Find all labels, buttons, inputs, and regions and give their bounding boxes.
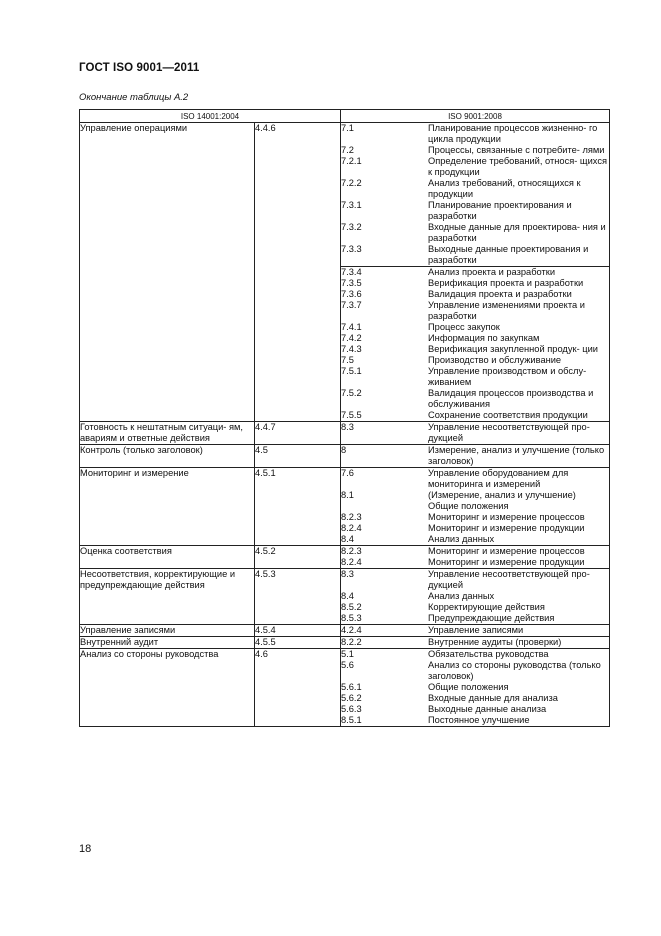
iso9001-clause-title: (Измерение, анализ и улучшение) Общие положения xyxy=(428,490,576,511)
iso9001-clause-entry xyxy=(341,366,609,388)
iso14001-clause-number: 4.6 xyxy=(255,649,341,727)
iso9001-clause-number: 7.2.1 xyxy=(341,156,362,166)
iso9001-clause-title: Планирование процессов жизненно- го цикла продукции xyxy=(428,123,598,144)
iso9001-clause-number: 8.1 xyxy=(341,490,354,500)
iso9001-clause-entry xyxy=(341,602,609,613)
iso9001-clause-entry xyxy=(341,546,609,557)
iso9001-clause-number: 7.4.2 xyxy=(341,333,362,343)
iso9001-clauses-cell xyxy=(341,649,610,727)
iso9001-clause-entry xyxy=(341,322,609,333)
iso9001-clause-number: 7.3.7 xyxy=(341,300,362,310)
iso9001-clause-title: Верификация проекта и разработки xyxy=(428,278,584,288)
iso9001-clause-entry xyxy=(341,569,609,591)
iso9001-clause-number: 7.3.3 xyxy=(341,244,362,254)
iso9001-clause-title: Постоянное улучшение xyxy=(428,715,530,725)
iso9001-clause-entry xyxy=(341,267,609,278)
table-row xyxy=(80,637,610,649)
iso9001-clause-entry xyxy=(341,693,609,704)
iso9001-clause-title: Корректирующие действия xyxy=(428,602,545,612)
iso9001-clause-entry xyxy=(341,445,609,467)
iso9001-clause-number: 7.5.1 xyxy=(341,366,362,376)
iso14001-requirement-name: Управление записями xyxy=(80,625,255,637)
iso9001-clause-entry xyxy=(341,523,609,534)
iso9001-clause-title: Производство и обслуживание xyxy=(428,355,562,365)
iso14001-requirement-name: Внутренний аудит xyxy=(80,637,255,649)
iso14001-clause-number: 4.4.7 xyxy=(255,422,341,445)
iso9001-clause-title: Процессы, связанные с потребите- лями xyxy=(428,145,605,155)
iso9001-clause-title: Мониторинг и измерение процессов xyxy=(428,546,585,556)
iso9001-clause-number: 8.5.3 xyxy=(341,613,362,623)
iso9001-clauses-cell xyxy=(341,546,610,569)
iso9001-clause-title: Управление изменениями проекта и разработки xyxy=(428,300,585,321)
iso9001-clause-number: 8.2.3 xyxy=(341,546,362,556)
iso9001-clause-entry xyxy=(341,468,609,490)
iso9001-clause-entry xyxy=(341,591,609,602)
iso9001-clause-number: 8.2.4 xyxy=(341,523,362,533)
iso9001-clause-title: Измерение, анализ и улучшение (только заголовок) xyxy=(428,445,605,466)
iso9001-clause-number: 7.3.4 xyxy=(341,267,362,277)
iso9001-clause-title: Процесс закупок xyxy=(428,322,500,332)
table-row xyxy=(80,546,610,569)
iso9001-clause-entry xyxy=(341,613,609,624)
iso9001-clause-number: 7.5 xyxy=(341,355,354,365)
document-title: ГОСТ ISO 9001—2011 xyxy=(79,62,200,74)
iso9001-clause-title: Определение требований, относя- щихся к продукции xyxy=(428,156,608,177)
iso9001-clause-entry xyxy=(341,649,609,660)
iso9001-clause-entry xyxy=(341,682,609,693)
iso9001-clause-title: Валидация проекта и разработки xyxy=(428,289,572,299)
table-row xyxy=(80,468,610,546)
table-row xyxy=(80,569,610,625)
iso9001-clause-number: 7.3.5 xyxy=(341,278,362,288)
iso9001-clause-number: 7.3.1 xyxy=(341,200,362,210)
iso9001-clauses-cell xyxy=(341,267,610,422)
iso9001-clause-number: 5.6.1 xyxy=(341,682,362,692)
iso9001-clause-entry xyxy=(341,333,609,344)
iso9001-clause-number: 5.6.3 xyxy=(341,704,362,714)
iso9001-clause-number: 8.2.4 xyxy=(341,557,362,567)
iso9001-clause-entry xyxy=(341,145,609,156)
iso9001-clause-title: Планирование проектирования и разработки xyxy=(428,200,572,221)
iso9001-clause-title: Управление несоответствующей про- дукцией xyxy=(428,569,590,590)
iso14001-clause-number: 4.5.1 xyxy=(255,468,341,546)
iso9001-clause-number: 7.3.6 xyxy=(341,289,362,299)
iso9001-clause-entry xyxy=(341,222,609,244)
iso9001-clause-entry xyxy=(341,278,609,289)
iso9001-clause-title: Информация по закупкам xyxy=(428,333,540,343)
iso9001-clause-title: Мониторинг и измерение процессов xyxy=(428,512,585,522)
iso9001-clause-entry xyxy=(341,704,609,715)
iso9001-clause-entry xyxy=(341,512,609,523)
iso9001-clause-entry xyxy=(341,625,609,636)
iso14001-requirement-name: Анализ со стороны руководства xyxy=(80,649,255,727)
iso9001-clause-title: Сохранение соответствия продукции xyxy=(428,410,588,420)
iso14001-requirement-name: Оценка соответствия xyxy=(80,546,255,569)
iso9001-clause-title: Анализ данных xyxy=(428,534,495,544)
iso9001-clause-entry xyxy=(341,123,609,145)
iso9001-clause-number: 7.2.2 xyxy=(341,178,362,188)
iso9001-clause-number: 4.2.4 xyxy=(341,625,362,635)
iso9001-clauses-cell xyxy=(341,625,610,637)
iso9001-clause-number: 7.5.2 xyxy=(341,388,362,398)
iso9001-clause-number: 7.2 xyxy=(341,145,354,155)
iso9001-clause-entry xyxy=(341,244,609,266)
iso9001-clauses-cell xyxy=(341,422,610,445)
iso9001-clauses-cell xyxy=(341,637,610,649)
iso14001-clause-number: 4.4.6 xyxy=(255,123,341,422)
iso9001-clause-number: 5.1 xyxy=(341,649,354,659)
iso9001-clause-number: 8.5.2 xyxy=(341,602,362,612)
iso9001-clause-entry xyxy=(341,557,609,568)
iso9001-clause-title: Выходные данные проектирования и разработки xyxy=(428,244,589,265)
iso9001-clause-title: Анализ проекта и разработки xyxy=(428,267,556,277)
iso9001-clauses-cell xyxy=(341,569,610,625)
column-header-iso14001: ISO 14001:2004 xyxy=(80,110,341,123)
iso9001-clause-title: Мониторинг и измерение продукции xyxy=(428,523,585,533)
iso9001-clause-number: 8.3 xyxy=(341,422,354,432)
table-caption: Окончание таблицы А.2 xyxy=(79,92,189,103)
iso9001-clause-entry xyxy=(341,344,609,355)
iso9001-clause-entry xyxy=(341,715,609,726)
iso14001-requirement-name: Контроль (только заголовок) xyxy=(80,445,255,468)
iso14001-requirement-name: Управление операциями xyxy=(80,123,255,422)
iso9001-clause-title: Верификация закупленной продук- ции xyxy=(428,344,598,354)
iso9001-clause-number: 8.4 xyxy=(341,591,354,601)
iso9001-clause-number: 5.6.2 xyxy=(341,693,362,703)
iso9001-clause-entry xyxy=(341,410,609,421)
iso9001-clause-title: Управление производством и обслу- живанием xyxy=(428,366,587,387)
iso9001-clause-number: 8.2.3 xyxy=(341,512,362,522)
correspondence-table xyxy=(79,109,610,727)
iso9001-clause-entry xyxy=(341,637,609,648)
iso9001-clause-entry xyxy=(341,388,609,410)
table-row xyxy=(80,649,610,727)
table-header-row xyxy=(80,110,610,123)
iso14001-clause-number: 4.5.2 xyxy=(255,546,341,569)
iso14001-clause-number: 4.5.4 xyxy=(255,625,341,637)
iso9001-clause-title: Внутренние аудиты (проверки) xyxy=(428,637,562,647)
iso9001-clause-number: 7.4.1 xyxy=(341,322,362,332)
iso9001-clause-entry xyxy=(341,289,609,300)
iso9001-clause-number: 7.1 xyxy=(341,123,354,133)
iso9001-clause-number: 8 xyxy=(341,445,347,455)
iso9001-clause-entry xyxy=(341,422,609,444)
iso9001-clause-entry xyxy=(341,490,609,512)
iso9001-clause-entry xyxy=(341,300,609,322)
iso9001-clause-title: Анализ со стороны руководства (только заголовок) xyxy=(428,660,601,681)
iso9001-clauses-cell xyxy=(341,468,610,546)
iso9001-clause-entry xyxy=(341,660,609,682)
iso9001-clause-title: Предупреждающие действия xyxy=(428,613,555,623)
page-number: 18 xyxy=(79,843,92,855)
iso9001-clause-number: 7.4.3 xyxy=(341,344,362,354)
iso9001-clause-number: 8.5.1 xyxy=(341,715,362,725)
iso9001-clause-title: Входные данные для проектирова- ния и разработки xyxy=(428,222,606,243)
iso9001-clause-title: Валидация процессов производства и обслуживания xyxy=(428,388,594,409)
iso9001-clause-title: Управление несоответствующей про- дукцией xyxy=(428,422,590,443)
iso9001-clause-entry xyxy=(341,156,609,178)
iso14001-requirement-name: Несоответствия, корректирующие и предупреждающие действия xyxy=(80,569,255,625)
iso14001-requirement-name: Готовность к нештатным ситуаци- ям, авариям и ответные действия xyxy=(80,422,255,445)
iso9001-clause-entry xyxy=(341,178,609,200)
iso14001-clause-number: 4.5.5 xyxy=(255,637,341,649)
iso14001-requirement-name: Мониторинг и измерение xyxy=(80,468,255,546)
iso9001-clause-number: 8.4 xyxy=(341,534,354,544)
iso9001-clause-title: Входные данные для анализа xyxy=(428,693,558,703)
iso9001-clause-number: 8.3 xyxy=(341,569,354,579)
column-header-iso9001: ISO 9001:2008 xyxy=(341,110,610,123)
iso14001-clause-number: 4.5.3 xyxy=(255,569,341,625)
iso9001-clause-entry xyxy=(341,355,609,366)
iso9001-clause-number: 8.2.2 xyxy=(341,637,362,647)
table-row xyxy=(80,422,610,445)
iso9001-clauses-cell xyxy=(341,445,610,468)
iso9001-clause-title: Обязательства руководства xyxy=(428,649,549,659)
iso9001-clause-title: Управление оборудованием для мониторинга и измерений xyxy=(428,468,569,489)
table-row xyxy=(80,625,610,637)
table-row xyxy=(80,445,610,468)
iso14001-clause-number: 4.5 xyxy=(255,445,341,468)
table-row xyxy=(80,123,610,267)
iso9001-clause-title: Выходные данные анализа xyxy=(428,704,547,714)
iso9001-clause-number: 7.3.2 xyxy=(341,222,362,232)
iso9001-clause-entry xyxy=(341,200,609,222)
iso9001-clauses-cell xyxy=(341,123,610,267)
iso9001-clause-entry xyxy=(341,534,609,545)
iso9001-clause-number: 7.5.5 xyxy=(341,410,362,420)
iso9001-clause-title: Мониторинг и измерение продукции xyxy=(428,557,585,567)
iso9001-clause-title: Анализ требований, относящихся к продукции xyxy=(428,178,581,199)
iso9001-clause-title: Общие положения xyxy=(428,682,509,692)
iso9001-clause-title: Управление записями xyxy=(428,625,524,635)
iso9001-clause-title: Анализ данных xyxy=(428,591,495,601)
iso9001-clause-number: 5.6 xyxy=(341,660,354,670)
iso9001-clause-number: 7.6 xyxy=(341,468,354,478)
